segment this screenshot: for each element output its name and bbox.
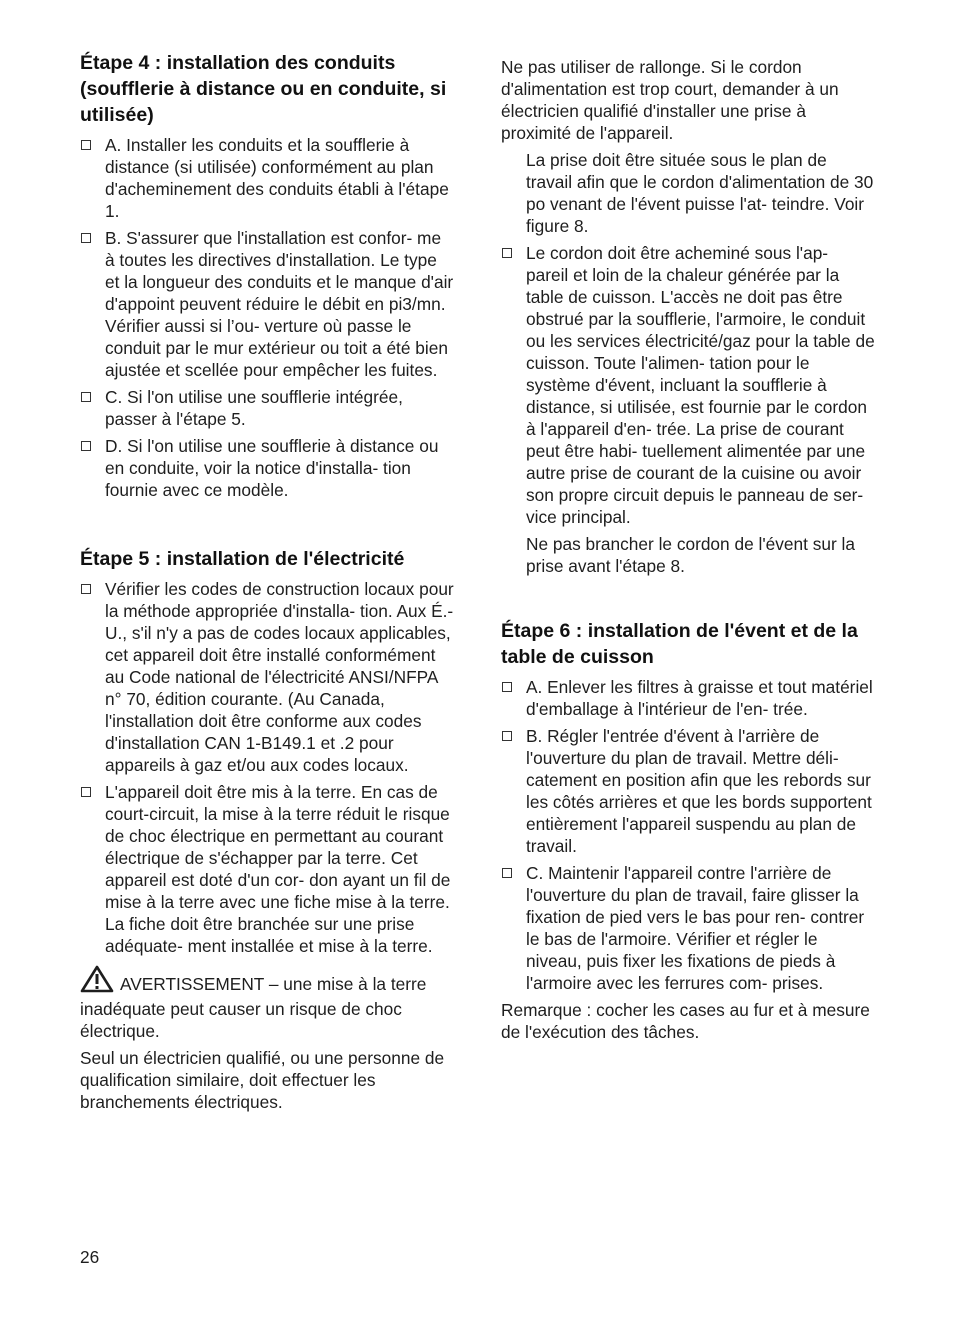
step6-item-b-text: B. Régler l'entrée d'évent à l'arrière de l'ouverture du plan de travail. Mettre déli- catement en position afin que les rebords sur les côtés arrières et que les bords supportent entièrement l'appareil suspendu au plan de travail. [526,726,872,856]
step4-item-a [80,134,454,222]
checkbox-icon[interactable] [502,868,512,878]
right-column [501,56,875,1048]
checkbox-icon[interactable] [502,682,512,692]
checkbox-icon[interactable] [81,441,91,451]
step4-item-b [80,227,454,381]
checkbox-icon[interactable] [81,787,91,797]
step6-item-b [501,725,875,857]
warning-paragraph [80,965,454,1042]
cord-routing-text: Le cordon doit être acheminé sous l'ap- pareil et loin de la chaleur générée par la table de cuisson. L'accès ne doit pas être obstrué par la soufflerie, l'armoire, le conduit ou les services électricité/gaz pour la table de cuisson. Toute l'alimen- tation pour le système d'évent, incluant la soufflerie à distance, si utilisée, est fournie par le cordon à l'appareil d'en- trée. La prise de courant peut être habi- tuellement alimentée par une autre prise de courant de la cuisine ou avoir son propre circuit depuis le panneau de ser- vice principal. [526,243,875,527]
do-not-plug-paragraph: Ne pas brancher le cordon de l'évent sur la prise avant l'étape 8. [526,534,855,576]
step6-item-c-text: C. Maintenir l'appareil contre l'arrière de l'ouverture du plan de travail, faire glisser la fixation de pied vers le bas pour ren- contrer le bas de l'armoire. Vérifier et régler le niveau, puis fixer les fixations de pieds à l'armoire avec les ferrures com- prises. [526,863,865,993]
step4-item-c [80,386,454,430]
checkbox-icon[interactable] [81,392,91,402]
step4-heading: Étape 4 : installation des conduits (soufflerie à distance ou en conduite, si utilisée) [80,52,447,126]
step6-item-c [501,862,875,994]
step5-item-2-text: L'appareil doit être mis à la terre. En cas de court-circuit, la mise à la terre réduit le risque de choc électrique en permettant au courant électrique de s'échapper par la terre. Cet appareil est doté d'un cor- don ayant un fil de mise à la terre avec une fiche mise à la terre. La fiche doit être branchée sur une prise adéquate- ment installée et mise à la terre. [105,782,451,956]
step4-item-d-text: D. Si l'on utilise une soufflerie à distance ou en conduite, voir la notice d'installa- tion fournie avec ce modèle. [105,436,439,500]
outlet-location-paragraph: La prise doit être située sous le plan de travail afin que le cordon d'alimentation de 30 po venant de l'évent puisse l'at- teindre. Voir figure 8. [526,150,874,236]
step4-item-b-text: B. S'assurer que l'installation est confor- me à toutes les directives d'installation. Le type et la longueur des conduits et le manque d'air d'appoint peuvent réduire le débit en pi3/mn. Vérifier aussi si l’ou- verture où passe le conduit par le mur extérieur ou toit a été bien ajustée et scellée pour empêcher les fuites. [105,228,454,380]
step4-item-d [80,435,454,501]
remark-paragraph: Remarque : cocher les cases au fur et à mesure de l'exécution des tâches. [501,1000,870,1042]
cord-routing-item [501,242,875,528]
extension-cord-paragraph: Ne pas utiliser de rallonge. Si le cordon d'alimentation est trop court, demander à un électricien qualifié d'installer une prise à proximité de l'appareil. [501,57,839,143]
checkbox-icon[interactable] [502,731,512,741]
step5-item-2 [80,781,454,957]
checkbox-icon[interactable] [81,584,91,594]
page-number: 26 [80,1247,100,1267]
checkbox-icon[interactable] [81,140,91,150]
step6-item-a-text: A. Enlever les filtres à graisse et tout matériel d'emballage à l'intérieur de l'en- trée. [526,677,873,719]
step6-heading: Étape 6 : installation de l'évent et de la table de cuisson [501,620,858,668]
checkbox-icon[interactable] [81,233,91,243]
left-column [80,50,454,1118]
electrician-note: Seul un électricien qualifié, ou une personne de qualification similaire, doit effectuer les branchements électriques. [80,1048,445,1112]
step4-item-a-text: A. Installer les conduits et la soufflerie à distance (si utilisée) conformément au plan d'acheminement des conduits établi à l'étape 1. [105,135,449,221]
step5-item-1 [80,578,454,776]
warning-triangle-icon [80,965,114,998]
step4-item-c-text: C. Si l'on utilise une soufflerie intégrée, passer à l'étape 5. [105,387,403,429]
checkbox-icon[interactable] [502,248,512,258]
warning-text: AVERTISSEMENT – une mise à la terre inadéquate peut causer un risque de choc électrique. [80,974,427,1041]
step6-item-a [501,676,875,720]
step5-item-1-text: Vérifier les codes de construction locaux pour la méthode appropriée d'installa- tion. Aux É.-U., s'il n'y a pas de codes locaux applicables, cet appareil doit être installé conformément au Code national de l'électricité ANSI/NFPA n° 70, édition courante. (Au Canada, l'installation doit être conforme aux codes d'installation CAN 1-B149.1 et .2 pour appareils à gaz et/ou aux codes locaux. [105,579,454,775]
step5-heading: Étape 5 : installation de l'électricité [80,548,405,570]
